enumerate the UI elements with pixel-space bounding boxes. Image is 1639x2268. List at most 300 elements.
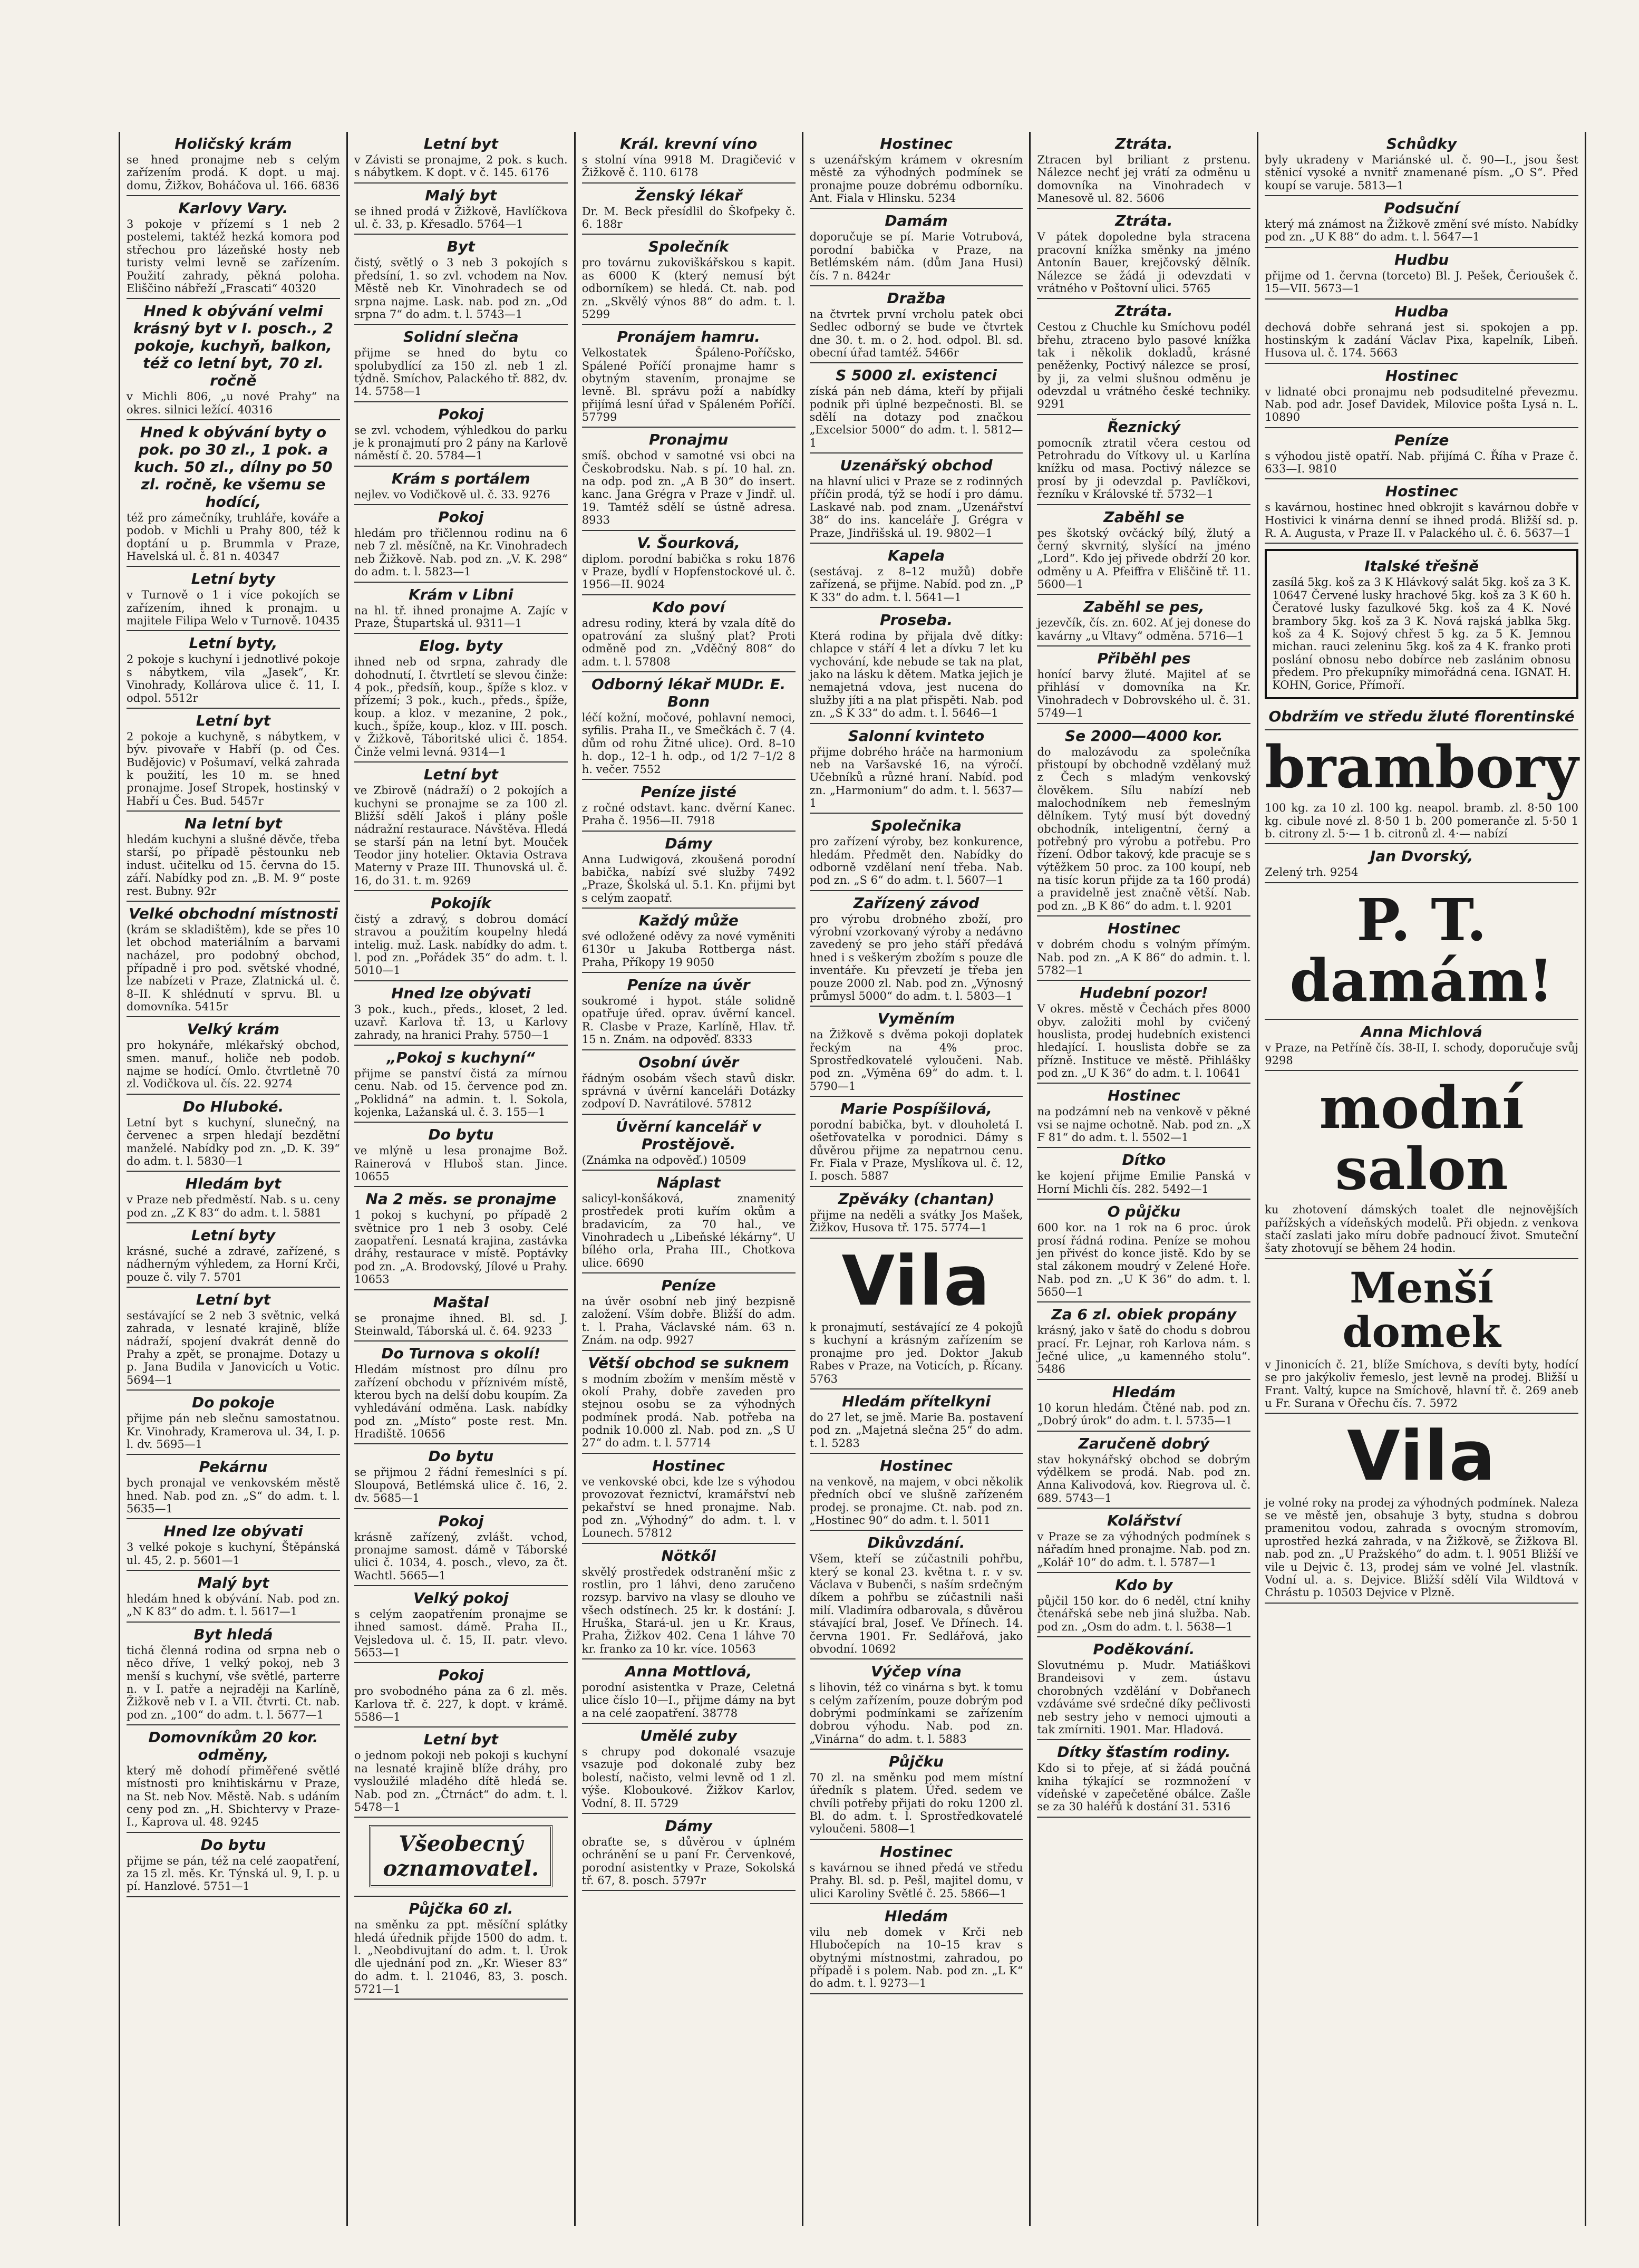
classified-ad <box>1265 248 1578 300</box>
ad-text: na Žižkově s dvěma pokoji doplatek řeckým na 4% proc. Sprostředkovatelé vyloučeni. Nab. pod zn. „Výměna 69“ do adm. t. l. 5790—1 <box>809 1028 1023 1093</box>
ad-heading: modní salon <box>1319 1074 1524 1203</box>
ad-text: hledám hned k obývání. Nab. pod zn. „N K 83“ do adm. t. l. 5617—1 <box>127 1593 340 1618</box>
ad-heading: Holičský krám <box>174 135 292 152</box>
classified-ad <box>810 1531 1023 1659</box>
ad-text: v Praze neb předměstí. Nab. s u. ceny pod zn. „Z K 83“ do adm. t. l. 5881 <box>127 1193 340 1219</box>
classified-ad <box>354 763 568 891</box>
ad-heading: Hledám <box>1112 1383 1176 1401</box>
ad-text: 3 pokoje v přízemí s 1 neb 2 postelemi, taktéž hezká komora pod střechou pro lázeňské hosty neb turisty velmi levně se zařízením. Použití zahrady, pěkná poloha. Eliščino nábřeží „Frascati“ 40320 <box>127 218 340 295</box>
classified-ad <box>1037 1637 1250 1740</box>
ad-text: pomocník ztratil včera cestou od Petrohradu do Vítkovy ul. u Karlína knížku od masa. Poctivý nálezce se prosí by ji odevzdal p. Pavlíčkovi, řezníku v Královské tř. 5732—1 <box>1037 436 1251 501</box>
ad-text: pes škotský ovčácký bílý, žlutý a černý skvrnitý, slyšící na jméno „Lord“. Kdo jej přivede obdrží 20 kor. odměny u A. Pfeiffra v Eliščině tř. 11. 5600—1 <box>1037 526 1251 591</box>
classified-ad <box>127 420 340 567</box>
ad-text: honící barvy žluté. Majitel ať se přihlásí v domovníka na Kr. Vinohradech v Dobrovského ul. č. 31. 5749—1 <box>1037 668 1251 720</box>
ad-text: se ihned prodá v Žižkově, Havlíčkova ul. č. 33, p. Křesadlo. 5764—1 <box>354 205 568 231</box>
ad-heading: Letní byt <box>196 1291 271 1309</box>
classified-ad <box>127 709 340 812</box>
classified-ad <box>582 1351 796 1454</box>
ad-text: 3 velké pokoje s kuchyní, Štěpánská ul. 45, 2. p. 5601—1 <box>127 1541 340 1567</box>
ad-text: se pronajme ihned. Bl. sd. J. Steinwald, Táborská ul. č. 64. 9233 <box>354 1311 568 1337</box>
ad-text: pro svobodného pána za 6 zl. měs. Karlova tř. č. 227, k dopt. v krámě. 5586—1 <box>354 1685 568 1724</box>
ad-text: Kdo si to přeje, ať si žádá poučná kniha týkající se rozmnožení v vídeňské v zapečetěné obálce. Zašle se za 30 haléřů k dostání 31. 5316 <box>1037 1762 1251 1813</box>
ad-text: pro hokynáře, mlékařský obchod, smen. manuf., holiče neb podob. najme se hodící. Omlo. čtvrtletně 70 zl. Vodičkova ul. čís. 22. 9274 <box>127 1039 340 1090</box>
ad-text: Cestou z Chuchle ku Smíchovu podél břehu, ztraceno bylo pasové knížka tak i několik dokladů, krásné peněženky, Poctivý nálezce se prosí, by ji, za velmi slušnou odměnu je odevzdal u vrátného české techniky. 9291 <box>1037 321 1251 411</box>
ad-text: bych pronajal ve venkovském městě hned. Nab. pod zn. „S“ do adm. t. l. 5635—1 <box>127 1476 340 1515</box>
classified-ad <box>1037 1380 1250 1432</box>
ad-heading: Hned k obývání byty o pok. po 30 zl., 1 pok. a kuch. 50 zl., dílny po 50 zl. ročně, ke všemu se hodící, <box>134 423 333 510</box>
ad-text: Dr. M. Beck přesídlil do Škofpeky č. 6. 188r <box>581 205 796 231</box>
ad-heading: Všeobecný oznamovatel. <box>369 1825 552 1887</box>
classified-ad <box>127 1571 340 1623</box>
ad-text: stav hokynářský obchod se dobrým výdělkem se prodá. Nab. pod zn. Anna Kalivodová, kov. Riegrova ul. č. 689. 5743—1 <box>1037 1453 1251 1504</box>
ad-heading: Hledám přítelkyni <box>842 1392 991 1410</box>
classified-ad <box>1265 1020 1578 1072</box>
ad-heading: Vila <box>841 1240 991 1321</box>
ad-heading: Byt hledá <box>193 1625 273 1643</box>
ad-heading: Společník <box>648 238 729 256</box>
ad-text: přijme se pán, též na celé zaopatření, za 15 zl. měs. Kr. Týnská ul. 9, I. p. u pí. Hanzlové. 5751—1 <box>127 1854 340 1893</box>
classified-ad <box>582 595 796 672</box>
ad-text: salicyl-konšáková, znamenitý prostředek proti kuřím okům a bradavicím, za 70 hal., ve Vinohradech u „Libeňské lékárny“. U bílého orla, Praha III., Chotkova ulice. 6690 <box>581 1192 796 1269</box>
classified-ad <box>354 1818 568 1897</box>
ad-heading: Uzenářský obchod <box>840 457 993 475</box>
ad-heading: Řeznický <box>1107 418 1181 436</box>
ad-text: 3 pok., kuch., předs., kloset, 2 led. uzavř. Karlova tř. 13, u Karlovy zahrady, na hranici Prahy. 5750—1 <box>354 1002 568 1041</box>
column-2 <box>348 132 576 2226</box>
ad-text: se zvl. vchodem, výhledkou do parku je k pronajmutí pro 2 pány na Karlově náměstí č. 20. 5784—1 <box>354 423 568 462</box>
ad-text: je volné roky na prodej za výhodných podmínek. Naleza se ve městě jen, obsahuje 3 byty, studna s dobrou pramenitou vodou, zahrada s ovocným stromovím, uprostřed hezká zahrada, v na Žižkově, se Žižkova Bl. nab. pod zn. „U Pražského“ do adm. t. l. 9051 Bližší ve vile u Dejvic č. 13, prodej sám ve volné Jel. vlastník. Vodní ul. a. s. Dejvice. Bližší sdělí Vila Wildtová v Chrástu p. 10503 Dejvice v Plzně. <box>1265 1496 1578 1599</box>
ad-heading: Letní byt <box>196 711 271 729</box>
ad-text: též pro zámečníky, truhláře, kováře a podob. v Michli u Prahy 800, též k doptání u p. Brummla v Praze, Havelská ul. č. 81 n. 40347 <box>127 511 340 563</box>
ad-heading: Hned lze obývati <box>391 984 531 1002</box>
ad-heading: Nötkől <box>661 1547 716 1565</box>
ad-heading: Do bytu <box>200 1836 266 1854</box>
ad-heading: Proseba. <box>880 611 953 629</box>
classified-ad <box>1265 132 1578 196</box>
ad-text: který má známost na Žižkově změní své místo. Nabídky pod zn. „U K 88“ do adm. t. l. 5647—1 <box>1265 218 1578 244</box>
ad-text: na čtvrtek první vrcholu patek obci Sedlec odborný se bude ve čtvrtek dne 30. t. m. o 2. hod. odpol. Bl. sd. obecní úřad tamtéž. 5466r <box>809 307 1023 359</box>
ad-heading: Maštal <box>433 1293 489 1311</box>
classified-ad <box>1037 595 1250 646</box>
ad-text: ihned neb od srpna, zahrady dle dohodnutí, I. čtvrtletí se slevou činže: 4 pok., předsíň, koup., špíže s kloz. v přízemí; 3 pok., kuch., předs., špíže, koup. a kloz. v mezanine, 2 pok., kuch., špíže, koup., kloz. v III. posch. v Žižkově, Táboritské ulici č. 1854. Činže velmi levná. 9314—1 <box>354 655 568 758</box>
classified-ad <box>810 1750 1023 1840</box>
ad-text: se hned pronajme neb s celým zařízením prodá. K dopt. u maj. domu, Žižkov, Boháčova ul. 166. 6836 <box>127 153 340 192</box>
classified-ad <box>810 814 1023 891</box>
column-1 <box>120 132 348 2226</box>
ad-text: sestávající se 2 neb 3 světnic, velká zahrada, v lesnaté krajině, blíže nádraží, spojení dvakrát denně do Prahy a zpět, se pronajme. Dotazy u p. Jana Budila v Janovicích u Votic. 5694—1 <box>127 1309 340 1386</box>
column-5 <box>1031 132 1258 2226</box>
classified-ad <box>582 184 796 235</box>
ad-heading: Zaběhl se pes, <box>1083 598 1205 616</box>
ad-heading: Hostinec <box>880 1842 953 1860</box>
ad-text: (krám se skladištěm), kde se přes 10 let obchod materiálním a barvami nacházel, pro podobný obchod, případně i pro pod. světské vhodné, lze nabízeti v Praze, Zlatnická ul. č. 8–II. K shlédnutí v sprvu. Bl. u domovníka. 5415r <box>127 923 340 1014</box>
ad-heading: V. Šourková, <box>637 534 740 552</box>
classified-ad <box>1037 1509 1250 1573</box>
classified-ad <box>1265 1071 1578 1259</box>
ad-text: v Turnově o 1 i více pokojích se zařízením, ihned k pronajm. u majitele Filipa Welo v Turnově. 10435 <box>127 588 340 628</box>
column-3 <box>576 132 803 2226</box>
classified-ad <box>810 724 1023 814</box>
classified-ad <box>810 1904 1023 1994</box>
ad-text: 100 kg. za 10 zl. 100 kg. neapol. bramb. zl. 8·50 100 kg. cibule nové zl. 8·50 1 b. 200 pomeranče zl. 5·50 1 b. citrony zl. 5·— 1 b. citronů zl. 4·— nabízí <box>1265 802 1578 840</box>
ad-heading: Společnika <box>871 817 962 835</box>
classified-ad <box>127 1519 340 1571</box>
ad-heading: Pekárnu <box>199 1458 268 1476</box>
ad-text: vilu neb domek v Krči neb Hlubočepích na 10–15 krav s obytnými místnostmi, zahradou, po případě i s polem. Nab. pod zn. „L K“ do adm. t. l. 9273—1 <box>809 1925 1023 1990</box>
ad-text: krásné, suché a zdravé, zařízené, s nádherným výhledem, za Horní Krči, pouze č. vily 7. 5701 <box>127 1244 340 1283</box>
ad-text: pro výrobu drobného zboží, pro výrobní vzorkovaný výroby a nedávno zavedený se pro jeho stáří předává hned i s veškerým zbožím s pouze dle inventáře. Ku převzetí je třeba jen pouze 2000 zl. Nab. pod zn. „Výnosný průmysl 5000“ do adm. t. l. 5803—1 <box>809 912 1023 1002</box>
ad-heading: Půjčka 60 zl. <box>409 1900 513 1918</box>
ad-heading: Obdržím ve středu žluté florentinské <box>1268 707 1575 725</box>
classified-ad <box>354 1897 568 2000</box>
ad-text: s modním zbožím v menším městě v okolí Prahy, dobře zaveden pro stejnou osobu se za výhodných podmínek prodá. Nab. potřeba na podnik 10.000 zl. Nab. pod zn. „S U 27“ do adm. t. l. 57714 <box>581 1372 796 1450</box>
ad-heading: Hledám byt <box>185 1175 282 1193</box>
ad-heading: Hostinec <box>1107 1087 1180 1105</box>
classified-ad <box>354 1123 568 1187</box>
ad-heading: Velký krám <box>187 1020 280 1038</box>
ad-heading: Zaběhl se <box>1103 508 1185 526</box>
classified-ad <box>810 286 1023 363</box>
ad-heading: Na letní byt <box>184 815 282 833</box>
ad-heading: Peníze <box>661 1277 716 1295</box>
ad-heading: Na 2 měs. se pronajme <box>365 1190 557 1208</box>
classified-ad <box>810 891 1023 1007</box>
ad-heading: Letní byty <box>191 1226 276 1244</box>
ad-text: v lidnaté obci pronajmu neb podsuditelné převezmu. Nab. pod adr. Josef Davidek, Milovice pošta Lysá n. L. 10890 <box>1265 385 1578 424</box>
ad-text: přijme od 1. června (torceto) Bl. J. Pešek, Čerioušek č. 15—VII. 5673—1 <box>1265 269 1578 295</box>
ad-text: s uzenářským krámem v okresním městě za výhodných podmínek se pronajme pouze dobrému odborníku. Ant. Fiala v Hlinsku. 5234 <box>809 153 1023 205</box>
classified-ad <box>810 1007 1023 1097</box>
ad-text: diplom. porodní babička s roku 1876 v Praze, bydlí v Hopfenstockové ul. č. 1956—II. 9024 <box>581 552 796 591</box>
ad-text: smíš. obchod v samotné vsi obci na Českobrodsku. Nab. s pí. 10 hal. zn. na odp. pod zn. „A B 30“ do insert. kanc. Jana Grégra v Praze v Jindř. ul. 19. Tamtéž sdělí se ústně adresa. 8933 <box>581 449 796 527</box>
ad-text: který mě dohodí přiměřené světlé místnosti pro knihtiskárnu v Praze, na St. neb Nov. Městě. Nab. s udáním ceny pod zn. „H. Sbichtervy v Praze-I., Kaprova ul. 48. 9245 <box>127 1764 340 1829</box>
column-4 <box>803 132 1031 2226</box>
ad-heading: Větší obchod se suknem <box>588 1354 789 1372</box>
ad-text: do 27 let, se jmě. Marie Ba. postavení pod zn. „Majetná slečna 25“ do adm. t. l. 5283 <box>809 1411 1023 1450</box>
ad-text: Slovutnému p. Mudr. Matiáškovi Brandeisovi v zem. ústavu chorobných vzdělání v Dobřanech vzdáváme své srdečné díky pečlivosti neb sestry jeho v nemoci ujmouti a tak zmírniti. 1901. Mar. Hladová. <box>1037 1659 1251 1736</box>
classified-ad <box>354 1586 568 1663</box>
classified-ad <box>582 780 796 832</box>
ad-heading: Do bytu <box>428 1126 494 1144</box>
ad-text: s lihovin, též co vinárna s byt. k tomu s celým zařízením, pouze dobrým pod dobrými podmínkami se zařízením dobrou výhodu. Nab. pod zn. „Vinárna“ do adm. t. l. 5883 <box>809 1681 1023 1745</box>
ad-text: v Jinonicích č. 21, blíže Smíchova, s devíti byty, hodící se pro jakýkoliv řemeslo, jest levně na prodej. Bližší u Frant. Valtý, kupce na Smíchově, hlavní tř. č. 269 aneb u Fr. Surana v Ořechu čís. 7. 5972 <box>1265 1358 1578 1410</box>
classified-ad <box>810 453 1023 544</box>
ad-heading: Hostinec <box>880 135 953 152</box>
ad-text: nejlev. vo Vodičkově ul. č. 33. 9276 <box>354 488 550 501</box>
ad-heading: Ztráta. <box>1115 302 1173 320</box>
classified-ad <box>1037 1200 1250 1302</box>
ad-text: adresu rodiny, která by vzala dítě do opatrování za slušný plat? Proti odměně pod zn. „Vděčný 808“ do adm. t. l. 57808 <box>581 616 796 668</box>
ad-heading: Pokoj <box>438 508 484 526</box>
classified-ad <box>354 891 568 981</box>
ad-heading: Hostinec <box>1385 366 1458 384</box>
ad-heading: Hostinec <box>1385 482 1458 500</box>
ad-text: 2 pokoje a kuchyně, s nábytkem, v býv. pivovaře v Habří (p. od Čes. Budějovic) v Pošumaví, velká zahrada k použití, les 10 m. se hned pronajme. Josef Stropek, hostinský v Habří u Čes. Bud. 5457r <box>127 730 340 807</box>
ad-heading: Hostinec <box>1107 920 1180 938</box>
classified-ad <box>127 1455 340 1519</box>
classified-ad <box>582 428 796 530</box>
ad-heading: Letní byt <box>423 766 498 784</box>
ad-text: 600 kor. na 1 rok na 6 proc. úrok prosí řádná rodina. Peníze se mohou jen přivést do konce jistě. Kdo by se stal zákonem moudrý v Zelené Hoře. Nab. pod zn. „U K 36“ do adm. t. l. 5650—1 <box>1037 1221 1251 1298</box>
classified-ad <box>1037 1302 1250 1379</box>
ad-heading: Malý byt <box>425 186 497 204</box>
ad-heading: Zařízený závod <box>853 894 979 912</box>
ad-heading: Vila <box>1347 1416 1497 1497</box>
classified-ad <box>127 299 340 420</box>
classified-ad <box>582 832 796 909</box>
ad-heading: P. T. damám! <box>1289 885 1554 1015</box>
ad-text: na hl. tř. ihned pronajme A. Zajíc v Praze, Štupartská ul. 9311—1 <box>354 604 568 630</box>
classified-ad <box>354 1046 568 1123</box>
classified-ad <box>354 583 568 634</box>
ad-text: porodní babička, byt. v dlouholetá I. ošetřovatelka v porodnici. Dámy s důvěrou přijme za nepatrnou cenu. Fr. Fiala v Praze, Myslíkova ul. č. 12, I. posch. 5887 <box>809 1118 1023 1183</box>
ad-heading: Domovníkům 20 kor. odměny, <box>148 1728 318 1763</box>
ad-heading: Elog. byty <box>419 637 503 655</box>
classified-ad <box>1037 1432 1250 1509</box>
ad-heading: Schůdky <box>1386 135 1457 152</box>
ad-text: s stolní vína 9918 M. Dragičević v Žižkově č. 110. 6178 <box>581 153 796 179</box>
ad-heading: Karlovy Vary. <box>178 199 288 217</box>
ad-text: Zelený trh. 9254 <box>1265 866 1359 879</box>
ad-heading: Krám s portálem <box>391 469 530 487</box>
classified-ad <box>582 1454 796 1544</box>
ad-text: ke kojení přijme Emilie Panská v Horní Michli čís. 282. 5492—1 <box>1037 1170 1251 1195</box>
classified-ad <box>354 467 568 505</box>
ad-heading: Výčep vína <box>871 1663 962 1681</box>
ad-text: s kavárnou, hostinec hned obkrojit s kavárnou dobře v Hostivici k vinárna denní se ihned prodá. Bližší sd. p. R. A. Augusta, v Praze II. v Palackého ul. č. 6. 5637—1 <box>1265 501 1578 540</box>
ad-text: na směnku za ppt. měsíční splátky hledá úřednik přijde 1500 do adm. t. l. „Neobdivujtaní do adm. t. l. Úrok dle ujednání pod zn. „Kr. Wieser 83“ do adm. t. l. 21046, 83, 3. posch. 5721—1 <box>354 1918 568 1996</box>
ad-text: o jednom pokoji neb pokoji s kuchyní na lesnaté krajině blíže dráhy, pro vysloužilé mladého dítě hledá se. Nab. pod zn. „Čtrnáct“ do adm. t. l. 5478—1 <box>354 1749 568 1813</box>
ad-heading: Pokoj <box>438 1666 484 1684</box>
ad-heading: Umělé zuby <box>640 1727 738 1745</box>
ad-heading: Do Hluboké. <box>182 1097 284 1115</box>
classified-ad <box>810 209 1023 286</box>
ad-heading: Zpěváky (chantan) <box>838 1190 995 1208</box>
classified-ad <box>1037 981 1250 1084</box>
ad-text: léčí kožní, močové, pohlavní nemoci, syfilis. Praha II., ve Smečkách č. 7 (4. dům od rohu Žitné ulice). Ord. 8–10 h. dop., 12–1 h. odp., od 1/2 7–1/2 8 h. večer. 7552 <box>581 711 796 776</box>
ad-text: V pátek dopoledne byla stracena pracovní knížka směnky na jméno Antonín Bauer, krejčovský dělník. Nálezce se žádá ji odevzdati v vrátného v Poštovní ulici. 5765 <box>1037 230 1251 295</box>
classified-ad <box>354 402 568 467</box>
classified-ad <box>127 1172 340 1223</box>
classified-ad <box>582 1115 796 1171</box>
ad-text: řádným osobám všech stavů diskr. správná v úvěrní kanceláři Dotázky zodpoví D. Navrátilové. 57812 <box>581 1072 796 1111</box>
ad-heading: Odborný lékař MUDr. E. Bonn <box>591 675 786 711</box>
ad-text: na úvěr osobní neb jiný bezpisně založení. Vším dobře. Bližší do adm. t. l. Praha, Václavské nám. 63 n. Znám. na odp. 9927 <box>581 1295 796 1347</box>
classified-ad <box>127 902 340 1018</box>
classified-ad <box>810 544 1023 608</box>
ad-heading: Podsuční <box>1384 199 1459 217</box>
ad-text: (Známka na odpověď.) 10509 <box>581 1153 746 1166</box>
classified-ad <box>1037 1148 1250 1200</box>
classified-ad <box>127 1391 340 1455</box>
ad-heading: Ženský lékař <box>635 186 742 204</box>
ad-heading: Se 2000—4000 kor. <box>1064 727 1223 745</box>
classified-ad <box>582 1544 796 1660</box>
classified-ad <box>1037 132 1250 209</box>
classified-ad <box>582 235 796 325</box>
ad-text: v Praze, na Petříně čís. 38-II, I. schody, doporučuje svůj 9298 <box>1265 1041 1578 1067</box>
classified-ad <box>1265 300 1578 364</box>
ad-heading: brambory <box>1265 732 1578 801</box>
ad-text: v Praze se za výhodných podmínek s nářadím hned pronajme. Nab. pod zn. „Kolář 10“ do adm. t. l. 5787—1 <box>1037 1530 1251 1569</box>
ad-text: s chrupy pod dokonalé vsazuje vsazuje pod dokonalé zuby bez bolestí, načisto, velmi levně od 1 zl. výše. Kloboukové. Žižkov Karlov, Vodní, 8. II. 5729 <box>581 1745 796 1810</box>
ad-heading: Letní byt <box>423 1731 498 1749</box>
ad-heading: Kdo by <box>1115 1576 1173 1594</box>
ad-text: krásně zařízený, zvlášt. vchod, pronajme samost. dámě v Táborské ulici č. 1034, 4. posch., vlevo, za čt. Wachtl. 5665—1 <box>354 1530 568 1582</box>
ad-heading: Italské třešně <box>1364 557 1479 575</box>
classified-ad <box>1037 415 1250 505</box>
ad-text: ve venkovské obci, kde lze s výhodou provozovat řeznictví, kramářství neb pekařství se hned pronajme. Nab. pod zn. „Výhodný“ do adm. t. l. v Lounech. 57812 <box>581 1475 796 1540</box>
ad-text: Velkostatek Špáleno-Poříčsko, Spálené Poříčí pronajme hamr s obytným stavením, pronajme se levně. Bl. správu poží a nabídky přijímá lesní úřad v Spáleném Poříčí. 57799 <box>581 346 796 424</box>
classified-ad <box>1265 196 1578 248</box>
classified-ad <box>582 1273 796 1350</box>
classified-ad <box>1265 1259 1578 1414</box>
ad-heading: Půjčku <box>888 1753 944 1771</box>
classified-ad <box>1037 1573 1250 1637</box>
classified-ad <box>354 325 568 402</box>
ad-heading: Do pokoje <box>191 1394 275 1412</box>
ad-text: v Michli 806, „u nové Prahy“ na okres. silnici ležící. 40316 <box>127 390 340 416</box>
ad-text: s celým zaopatřením pronajme se ihned samost. dámě. Praha II., Vejsledova ul. č. 15, II. patr. vlevo. 5653—1 <box>354 1607 568 1659</box>
classified-ad <box>127 1833 340 1897</box>
classified-columns <box>119 132 1586 2226</box>
ad-text: 1 pokoj s kuchyní, po případě 2 světnice pro 1 neb 3 osoby. Celé zaopatření. Lesnatá krajina, zastávka dráhy, restaurace v místě. Poptávky pod zn. „A. Brodovský, Jílové u Prahy. 10653 <box>354 1209 568 1286</box>
ad-text: přijme dobrého hráče na harmonium neb na Varšavské 16, na výročí. Učebníků a různé hraní. Nabíd. pod zn. „Harmonium“ do adm. t. l. 5637—1 <box>809 745 1023 809</box>
classified-ad <box>127 1223 340 1288</box>
ad-text: (sestávaj. z 8–12 mužů) dobře zařízená, se přijme. Nabíd. pod zn. „P K 33“ do adm. t. l. 5641—1 <box>809 565 1023 604</box>
classified-ad <box>354 1290 568 1342</box>
ad-heading: Dikůvzdání. <box>867 1534 965 1552</box>
ad-heading: Salonní kvinteto <box>848 727 985 745</box>
ad-heading: Dámy <box>665 1817 712 1835</box>
ad-text: Ztracen byl briliant z prstenu. Nálezce nechť jej vrátí za odměnu u domovníka na Vinohradech v Manesově ul. 82. 5606 <box>1037 153 1251 205</box>
ad-heading: Pronajmu <box>649 431 729 449</box>
ad-text: V okres. městě v Čechách přes 8000 obyv. založiti mohl by cvičený houslista, prodej hudebních existenci hledající. I. houslista dobře se za přízně. Instituce ve městě. Přihlášky pod zn. „U K 36“ do adm. t. l. 10641 <box>1037 1002 1251 1080</box>
classified-ad <box>1037 299 1250 415</box>
ad-heading: Pokoj <box>438 1512 484 1530</box>
ad-heading: Dítky šťastím rodiny. <box>1057 1743 1231 1761</box>
classified-ad <box>810 132 1023 209</box>
ad-heading: Solidní slečna <box>403 328 519 346</box>
ad-text: ku zhotovení dámských toalet dle nejnovějších pařížských a vídeňských modelů. Při objedn. z venkova stačí zaslati jako míru dobře padnoucí život. Smuteční šaty zhotovují se během 24 hodin. <box>1265 1203 1578 1255</box>
classified-ad <box>810 1840 1023 1904</box>
ad-heading: Ztráta. <box>1115 135 1173 152</box>
ad-heading: Menší domek <box>1342 1262 1501 1357</box>
ad-heading: Kdo poví <box>652 598 725 616</box>
ad-heading: Hned k obývání velmi krásný byt v I. posch., 2 pokoje, kuchyň, balkon, též co letní byt, 70 zl. ročně <box>133 302 333 390</box>
ad-heading: Letní byt <box>423 135 498 152</box>
ad-heading: Hostinec <box>652 1456 725 1474</box>
classified-ad <box>1265 1414 1578 1603</box>
classified-ad <box>582 1724 796 1814</box>
ad-heading: Dražba <box>887 289 946 307</box>
ad-text: na venkově, na majem, v obci několik předních obcí ve slušně zařízeném prodej. se pronajme. Ct. nab. pod zn. „Hostinec 90“ do adm. t. l. 5011 <box>809 1475 1023 1527</box>
column-6 <box>1258 132 1586 2226</box>
classified-ad <box>810 1097 1023 1187</box>
ad-heading: Pokojík <box>431 894 491 912</box>
ad-text: 70 zl. na směnku pod mem místní úředník s platem. Úřed. sedem ve chvíli potřeby přijati do roku 1200 zl. Bl. do adm. t. l. Sprostředkovatelé vyloučeni. 5808—1 <box>809 1771 1023 1836</box>
classified-ad <box>354 1663 568 1727</box>
ad-text: Anna Ludwigová, zkoušená porodní babička, nabízí své služby 7492 „Praze, Školská ul. 5.1. Kn. přijmi byt s celým zaopatř. <box>581 853 796 904</box>
classified-ad <box>354 184 568 235</box>
classified-ad <box>582 325 796 428</box>
classified-ad <box>127 1288 340 1391</box>
ad-text: Hledám místnost pro dílnu pro zařízení obchodu v příznivém místě, kterou bych na delší dobu koupím. Za vyhledávání odměna. Lask. nabídky pod zn. „Místo“ poste rest. Mn. Hradiště. 10656 <box>354 1363 568 1441</box>
ad-heading: Velký pokoj <box>413 1589 509 1607</box>
ad-text: své odložené oděvy za nové vyměniti 6130r u Jakuba Rottberga nást. Praha, Příkopy 19 9050 <box>581 930 796 969</box>
ad-heading: O půjčku <box>1107 1203 1180 1221</box>
ad-heading: Hledám <box>884 1907 948 1925</box>
ad-text: přijme na neděli a svátky Jos Mašek, Žižkov, Husova tř. 175. 5774—1 <box>809 1208 1023 1234</box>
ad-text: 2 pokoje s kuchyní i jednotlivé pokoje s nábytkem, vila „Jasek“, Kr. Vinohrady, Kollárova ulice č. 11, I. odpol. 5512r <box>127 653 340 704</box>
ad-heading: Krám v Libni <box>409 585 513 603</box>
classified-ad <box>810 1389 1023 1454</box>
ad-heading: Peníze na úvěr <box>627 976 750 994</box>
classified-ad <box>354 132 568 184</box>
ad-heading: Přiběhl pes <box>1097 650 1191 668</box>
classified-ad <box>810 1187 1023 1239</box>
ad-heading: Hostinec <box>880 1456 953 1474</box>
classified-ad <box>582 531 796 595</box>
ad-text: přijme pán neb slečnu samostatnou. Kr. Vinohrady, Kramerova ul. 34, I. p. l. dv. 5695—1 <box>127 1412 340 1451</box>
ad-heading: Zaručeně dobrý <box>1078 1434 1210 1452</box>
classified-ad <box>810 1454 1023 1531</box>
classified-ad <box>354 505 568 582</box>
ad-heading: Malý byt <box>197 1574 269 1592</box>
ad-text: 10 korun hledám. Čtěné nab. pod zn. „Dobrý úrok“ do adm. t. l. 5735—1 <box>1037 1401 1251 1427</box>
classified-ad <box>127 196 340 299</box>
ad-heading: S 5000 zl. existenci <box>836 366 997 384</box>
ad-text: přijme se panství čistá za mírnou cenu. Nab. od 15. července pod zn. „Poklidná“ na admin. t. l. Sokola, kojenka, Lažanská ul. č. 3. 155—1 <box>354 1067 568 1118</box>
classified-ad <box>582 672 796 780</box>
ad-text: tichá členná rodina od srpna neb o něco dříve, 1 velký pokoj, neb 3 menší s kuchyní, vše světlé, parterre n. v I. patře a nejraději na Karlíně, Žižkově neb v I. a VII. čtvrti. Ct. nab. pod zn. „100“ do adm. t. l. 5677—1 <box>127 1644 340 1721</box>
ad-heading: Velké obchodní místnosti <box>129 904 338 922</box>
ad-heading: Do Turnova s okolí! <box>381 1345 541 1363</box>
classified-ad <box>1265 428 1578 480</box>
classified-ad <box>582 973 796 1050</box>
ad-heading: Kolářství <box>1107 1511 1181 1529</box>
ad-text: hledám pro třičlennou rodinu na 6 neb 7 zl. měsíčně, na Kr. Vinohradech neb Žižkově. Nab. pod zn. „V. K. 298“ do adm. t. l. 5823—1 <box>354 527 568 578</box>
classified-ad <box>354 981 568 1046</box>
ad-heading: Úvěrní kancelář v Prostějově. <box>615 1117 762 1153</box>
ad-text: získá pán neb dáma, kteří by přijali podnik při úplné bezpečnosti. Bl. se sdělí na dotazy pod značkou „Excelsior 5000“ do adm. t. l. 5812—1 <box>809 385 1023 449</box>
ad-heading: Damám <box>885 212 948 230</box>
classified-ad <box>127 132 340 196</box>
ad-heading: Osobní úvěr <box>638 1053 739 1071</box>
ad-text: ve Zbirově (nádraží) o 2 pokojích a kuchyni se pronajme se za 100 zl. Bližší sdělí Jakoš i plány pošle nádražní restaurace. Návštěva. Hledá se starší pán na letní byt. Mouček Teodor jiny hotelier. Oktavia Ostrava Materny v Praze III. Thunovská ul. č. 16, do 31. t. m. 9269 <box>354 784 568 887</box>
classified-ad <box>1265 844 1578 883</box>
classified-ad <box>582 1659 796 1724</box>
classified-ad <box>582 909 796 973</box>
ad-text: jezevčík, čís. zn. 602. Ať jej donese do kavárny „u Vltavy“ odměna. 5716—1 <box>1037 616 1251 642</box>
ad-heading: Jan Dvorský, <box>1370 847 1473 865</box>
classified-ad <box>1037 209 1250 299</box>
ad-text: Která rodina by přijala dvě dítky: chlapce v stáří 4 let a dívku 7 let ku vychování, kde nebude se tak na plat, jako na lásku k dětem. Matka jejich je nemajetná vdova, jest nucena do služby jíti a na plat přispěti. Nab. pod zn. „S K 33“ do adm. t. l. 5646—1 <box>809 629 1023 720</box>
ad-text: doporučuje se pí. Marie Votrubová, porodní babička v Praze, na Betlémském nám. (dům Jana Husi) čís. 7 n. 8424r <box>809 230 1023 282</box>
ad-heading: Peníze jisté <box>641 783 736 800</box>
ad-text: soukromé i hypot. stále solidně opatřuje úřed. oprav. úvěrní kancel. R. Clasbe v Praze, Karlíně, Hlav. tř. 15 n. Znám. na odpověď. 8333 <box>581 995 796 1046</box>
ad-heading: Pronájem hamru. <box>617 328 760 346</box>
classified-ad <box>127 812 340 902</box>
classified-ad <box>810 1239 1023 1389</box>
ad-text: na podzámní neb na venkově v pěkné vsi se najme ochotně. Nab. pod zn. „X F 81“ do adm. t. l. 5502—1 <box>1037 1105 1251 1144</box>
ad-heading: Za 6 zl. obiek propány <box>1051 1306 1237 1324</box>
ad-heading: Hned lze obývati <box>163 1522 303 1540</box>
ad-text: Letní byt s kuchyní, slunečný, na červenec a srpen hledají bezdětní manželé. Nabídky pod zn. „D. K. 39“ do adm. t. l. 5830—1 <box>127 1116 340 1167</box>
ad-text: dechová dobře sehraná jest si. spokojen a pp. hostinským k zadání Václav Pixa, kapelník, Libeň. Husova ul. č. 174. 5663 <box>1265 321 1578 360</box>
ad-heading: Náplast <box>656 1173 721 1191</box>
classified-ad <box>582 1050 796 1115</box>
